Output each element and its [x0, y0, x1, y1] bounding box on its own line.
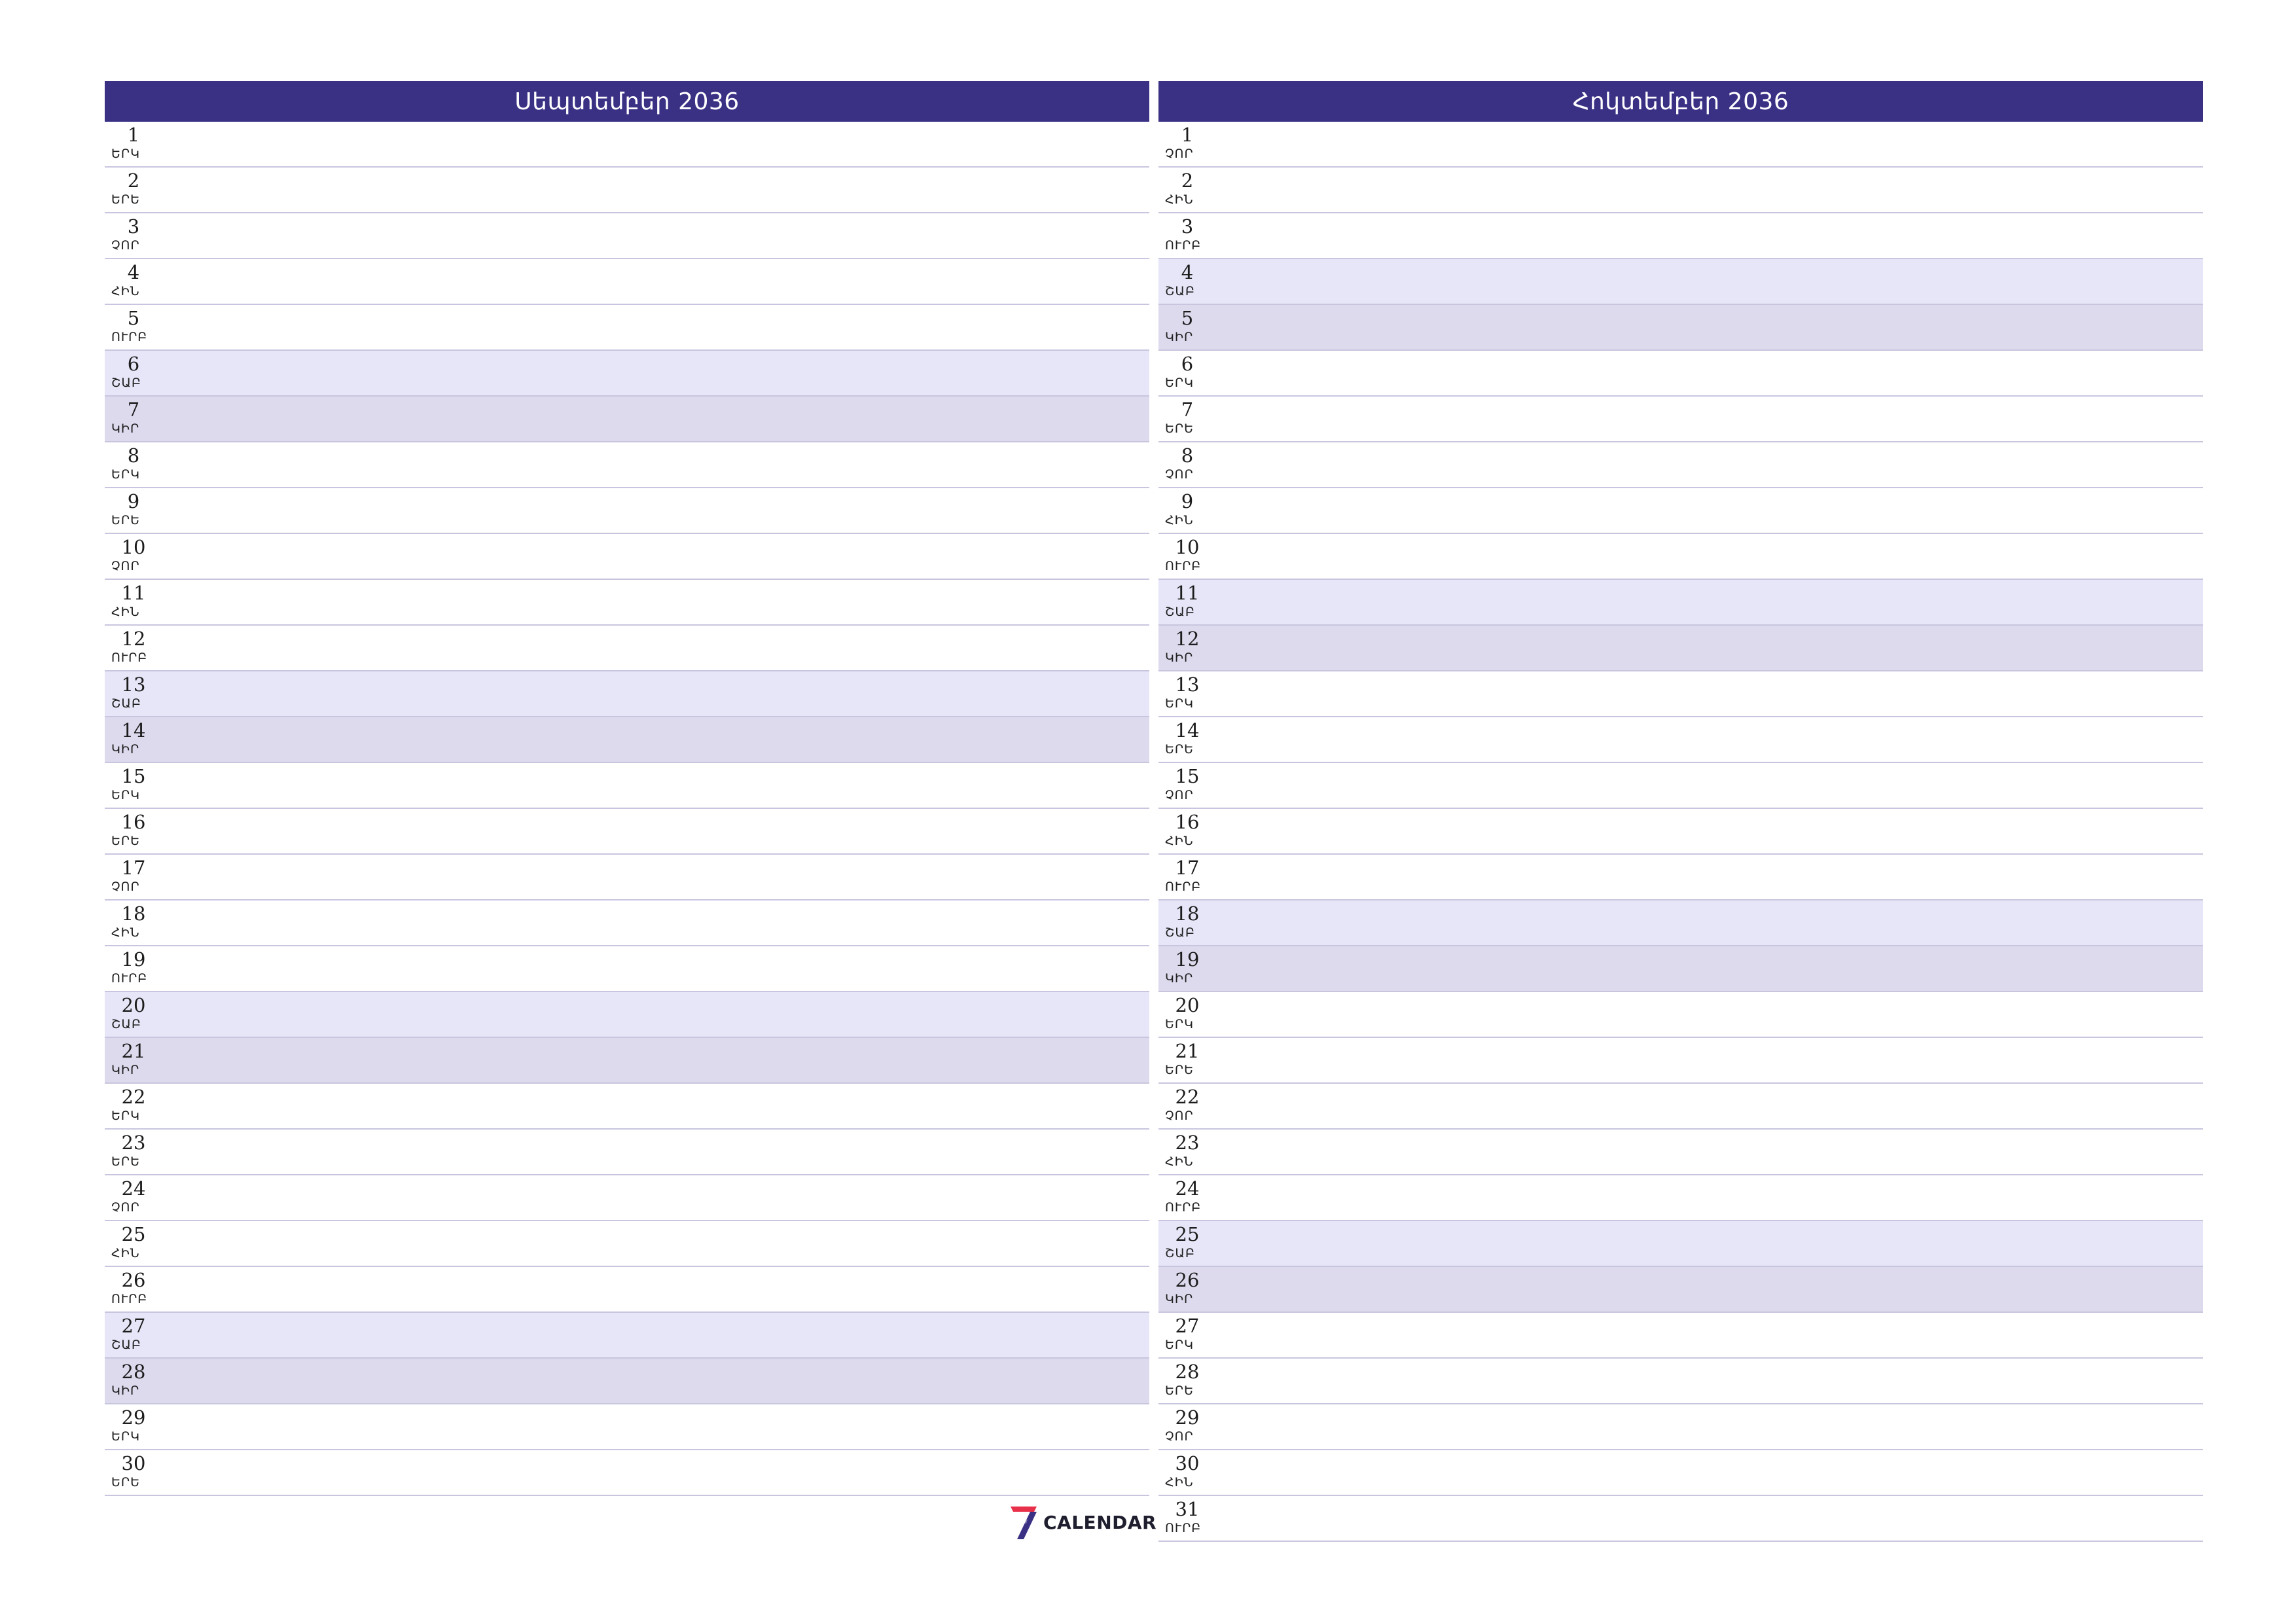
day-row[interactable]	[105, 901, 1149, 946]
day-number: 17	[1175, 857, 1200, 879]
day-number: 5	[1181, 307, 1194, 329]
day-number: 14	[121, 719, 146, 741]
weekday-label: ԵՐԿ	[111, 1429, 140, 1444]
weekday-label: ՉՈՐ	[1165, 788, 1194, 802]
month-october	[1158, 81, 2203, 1542]
weekday-label: ԵՐԿ	[111, 147, 140, 161]
weekday-label: ՈՒՐԲ	[111, 1292, 148, 1306]
day-number: 5	[127, 307, 140, 329]
weekday-label: ԿԻՐ	[1165, 971, 1194, 986]
day-number: 28	[1175, 1361, 1200, 1383]
day-row[interactable]	[105, 351, 1149, 397]
day-row[interactable]	[1158, 1450, 2203, 1496]
day-row[interactable]	[1158, 1175, 2203, 1221]
day-number: 7	[1181, 399, 1194, 421]
seven-logo-icon	[1008, 1504, 1039, 1541]
day-row[interactable]	[1158, 809, 2203, 855]
day-number: 28	[121, 1361, 146, 1383]
month-header: Սեպտեմբեր 2036	[105, 81, 1149, 122]
day-number: 24	[1175, 1177, 1200, 1200]
weekday-label: ԵՐԿ	[1165, 1017, 1194, 1031]
weekday-label: ՇԱԲ	[1165, 284, 1195, 298]
weekday-label: ԵՐԿ	[1165, 376, 1194, 390]
day-row[interactable]	[1158, 168, 2203, 213]
weekday-label: ՉՈՐ	[111, 880, 140, 894]
weekday-label: ՉՈՐ	[1165, 1109, 1194, 1123]
day-number: 15	[121, 765, 146, 787]
weekday-label: ԿԻՐ	[111, 742, 140, 757]
day-number: 4	[127, 261, 140, 283]
weekday-label: ՀԻՆ	[1165, 192, 1194, 207]
day-number: 11	[121, 582, 146, 604]
day-number: 2	[1181, 169, 1194, 192]
weekday-label: ՇԱԲ	[111, 376, 141, 390]
weekday-label: ՉՈՐ	[1165, 147, 1194, 161]
day-number: 26	[1175, 1269, 1200, 1291]
day-number: 26	[121, 1269, 146, 1291]
day-row[interactable]	[105, 626, 1149, 671]
weekday-label: ՇԱԲ	[1165, 1246, 1195, 1260]
day-row[interactable]	[1158, 1359, 2203, 1404]
day-row[interactable]	[1158, 1038, 2203, 1084]
day-number: 27	[121, 1315, 146, 1337]
day-row[interactable]	[105, 1130, 1149, 1175]
day-row[interactable]	[1158, 855, 2203, 901]
day-row[interactable]	[1158, 305, 2203, 351]
day-row[interactable]	[1158, 1221, 2203, 1267]
weekday-label: ՈՒՐԲ	[111, 971, 148, 986]
day-row[interactable]	[1158, 946, 2203, 992]
day-row[interactable]	[1158, 671, 2203, 717]
day-number: 16	[1175, 811, 1200, 833]
weekday-label: ՇԱԲ	[111, 1338, 141, 1352]
day-number: 3	[127, 215, 140, 238]
weekday-label: ՉՈՐ	[1165, 1429, 1194, 1444]
day-number: 16	[121, 811, 146, 833]
day-row[interactable]	[1158, 1313, 2203, 1359]
day-number: 23	[1175, 1132, 1200, 1154]
weekday-label: ԵՐԿ	[111, 788, 140, 802]
day-number: 18	[1175, 902, 1200, 925]
weekday-label: ԵՐԿ	[111, 467, 140, 482]
day-row[interactable]	[105, 1359, 1149, 1404]
weekday-label: ԵՐԵ	[111, 834, 140, 848]
day-number: 10	[121, 536, 146, 558]
day-row[interactable]	[105, 213, 1149, 259]
day-row[interactable]	[105, 1038, 1149, 1084]
day-row[interactable]	[1158, 580, 2203, 626]
weekday-label: ԵՐԵ	[1165, 1063, 1194, 1077]
weekday-label: ՀԻՆ	[1165, 513, 1194, 527]
weekday-label: ՉՈՐ	[111, 559, 140, 573]
day-number: 6	[127, 353, 140, 375]
day-number: 7	[127, 399, 140, 421]
day-row[interactable]	[1158, 1084, 2203, 1130]
weekday-label: ՀԻՆ	[111, 605, 140, 619]
weekday-label: ԿԻՐ	[111, 421, 140, 436]
weekday-label: ՈՒՐԲ	[1165, 238, 1202, 253]
day-number: 24	[121, 1177, 146, 1200]
weekday-label: ՀԻՆ	[111, 1246, 140, 1260]
weekday-label: ԵՐԿ	[1165, 696, 1194, 711]
day-number: 17	[121, 857, 146, 879]
day-row[interactable]	[1158, 1404, 2203, 1450]
weekday-label: ՇԱԲ	[1165, 605, 1195, 619]
brand-logo	[1008, 1504, 1157, 1541]
weekday-label: ՈՒՐԲ	[111, 651, 148, 665]
weekday-label: ԿԻՐ	[1165, 651, 1194, 665]
day-number: 15	[1175, 765, 1200, 787]
day-row[interactable]	[105, 763, 1149, 809]
weekday-label: ԿԻՐ	[111, 1383, 140, 1398]
weekday-label: ՈՒՐԲ	[1165, 880, 1202, 894]
day-row[interactable]	[105, 946, 1149, 992]
day-row[interactable]	[105, 1221, 1149, 1267]
day-row[interactable]	[105, 1267, 1149, 1313]
day-row[interactable]	[1158, 992, 2203, 1038]
weekday-label: ԵՐԵ	[111, 1475, 140, 1489]
day-row[interactable]	[105, 442, 1149, 488]
weekday-label: ՉՈՐ	[111, 238, 140, 253]
day-number: 9	[127, 490, 140, 512]
weekday-label: ԿԻՐ	[1165, 1292, 1194, 1306]
day-number: 30	[1175, 1452, 1200, 1474]
day-row[interactable]	[105, 580, 1149, 626]
day-row[interactable]	[1158, 1130, 2203, 1175]
weekday-label: ԵՐԵ	[1165, 421, 1194, 436]
day-number: 1	[127, 124, 140, 146]
day-row[interactable]	[1158, 626, 2203, 671]
day-number: 1	[1181, 124, 1194, 146]
day-row[interactable]	[105, 1175, 1149, 1221]
day-number: 30	[121, 1452, 146, 1474]
day-number: 8	[1181, 444, 1194, 467]
day-number: 8	[127, 444, 140, 467]
day-number: 20	[121, 994, 146, 1016]
day-number: 19	[1175, 948, 1200, 971]
day-row[interactable]	[105, 1450, 1149, 1496]
weekday-label: ԵՐԵ	[1165, 742, 1194, 757]
weekday-label: ԿԻՐ	[1165, 330, 1194, 344]
day-number: 27	[1175, 1315, 1200, 1337]
day-number: 25	[121, 1223, 146, 1245]
day-number: 19	[121, 948, 146, 971]
weekday-label: ԵՐԵ	[1165, 1383, 1194, 1398]
day-row[interactable]	[1158, 901, 2203, 946]
day-number: 11	[1175, 582, 1200, 604]
weekday-label: ՀԻՆ	[111, 284, 140, 298]
day-row[interactable]	[105, 1404, 1149, 1450]
day-row[interactable]	[105, 717, 1149, 763]
day-number: 21	[121, 1040, 146, 1062]
day-number: 18	[121, 902, 146, 925]
weekday-label: ՉՈՐ	[1165, 467, 1194, 482]
day-number: 3	[1181, 215, 1194, 238]
day-number: 9	[1181, 490, 1194, 512]
day-row[interactable]	[1158, 534, 2203, 580]
day-row[interactable]	[1158, 397, 2203, 442]
weekday-label: ՀԻՆ	[1165, 834, 1194, 848]
weekday-label: ՈՒՐԲ	[1165, 1521, 1202, 1535]
weekday-label: ՀԻՆ	[1165, 1154, 1194, 1169]
day-number: 4	[1181, 261, 1194, 283]
day-row[interactable]	[105, 122, 1149, 168]
day-number: 22	[1175, 1086, 1200, 1108]
day-row[interactable]	[105, 305, 1149, 351]
weekday-label: ՇԱԲ	[1165, 925, 1195, 940]
weekday-label: ԵՐԵ	[111, 513, 140, 527]
day-row[interactable]	[105, 168, 1149, 213]
day-number: 22	[121, 1086, 146, 1108]
day-number: 29	[121, 1406, 146, 1429]
day-row[interactable]	[105, 259, 1149, 305]
weekday-label: ԵՐԵ	[111, 192, 140, 207]
day-row[interactable]	[1158, 351, 2203, 397]
day-number: 12	[1175, 628, 1200, 650]
day-number: 20	[1175, 994, 1200, 1016]
day-number: 25	[1175, 1223, 1200, 1245]
day-row[interactable]	[1158, 213, 2203, 259]
day-row[interactable]	[105, 1313, 1149, 1359]
day-row[interactable]	[105, 488, 1149, 534]
day-number: 13	[1175, 673, 1200, 696]
day-number: 12	[121, 628, 146, 650]
weekday-label: ՉՈՐ	[111, 1200, 140, 1215]
day-row[interactable]	[1158, 763, 2203, 809]
weekday-label: ՈՒՐԲ	[1165, 1200, 1202, 1215]
day-row[interactable]	[1158, 1267, 2203, 1313]
day-number: 13	[121, 673, 146, 696]
month-header: Հոկտեմբեր 2036	[1158, 81, 2203, 122]
day-number: 14	[1175, 719, 1200, 741]
day-row[interactable]	[105, 992, 1149, 1038]
day-row[interactable]	[1158, 488, 2203, 534]
month-september	[105, 81, 1149, 1496]
weekday-label: ԵՐԿ	[1165, 1338, 1194, 1352]
weekday-label: ԵՐԵ	[111, 1154, 140, 1169]
weekday-label: ԵՐԿ	[111, 1109, 140, 1123]
day-row[interactable]	[105, 671, 1149, 717]
day-row[interactable]	[105, 855, 1149, 901]
day-row[interactable]	[1158, 442, 2203, 488]
day-number: 29	[1175, 1406, 1200, 1429]
weekday-label: ՈՒՐԲ	[1165, 559, 1202, 573]
weekday-label: ԿԻՐ	[111, 1063, 140, 1077]
weekday-label: ՇԱԲ	[111, 696, 141, 711]
day-number: 31	[1175, 1498, 1200, 1520]
day-row[interactable]	[105, 397, 1149, 442]
day-list	[1158, 122, 2203, 1542]
day-row[interactable]	[1158, 259, 2203, 305]
weekday-label: ՈՒՐԲ	[111, 330, 148, 344]
day-row[interactable]	[1158, 122, 2203, 168]
day-row[interactable]	[105, 1084, 1149, 1130]
day-list	[105, 122, 1149, 1496]
day-number: 2	[127, 169, 140, 192]
day-number: 21	[1175, 1040, 1200, 1062]
day-number: 6	[1181, 353, 1194, 375]
day-number: 10	[1175, 536, 1200, 558]
day-row[interactable]	[105, 809, 1149, 855]
weekday-label: ՀԻՆ	[1165, 1475, 1194, 1489]
day-row[interactable]	[1158, 1496, 2203, 1542]
day-number: 23	[121, 1132, 146, 1154]
day-row[interactable]	[105, 534, 1149, 580]
brand-text: CALENDAR	[1043, 1511, 1157, 1533]
day-row[interactable]	[1158, 717, 2203, 763]
weekday-label: ՀԻՆ	[111, 925, 140, 940]
weekday-label: ՇԱԲ	[111, 1017, 141, 1031]
